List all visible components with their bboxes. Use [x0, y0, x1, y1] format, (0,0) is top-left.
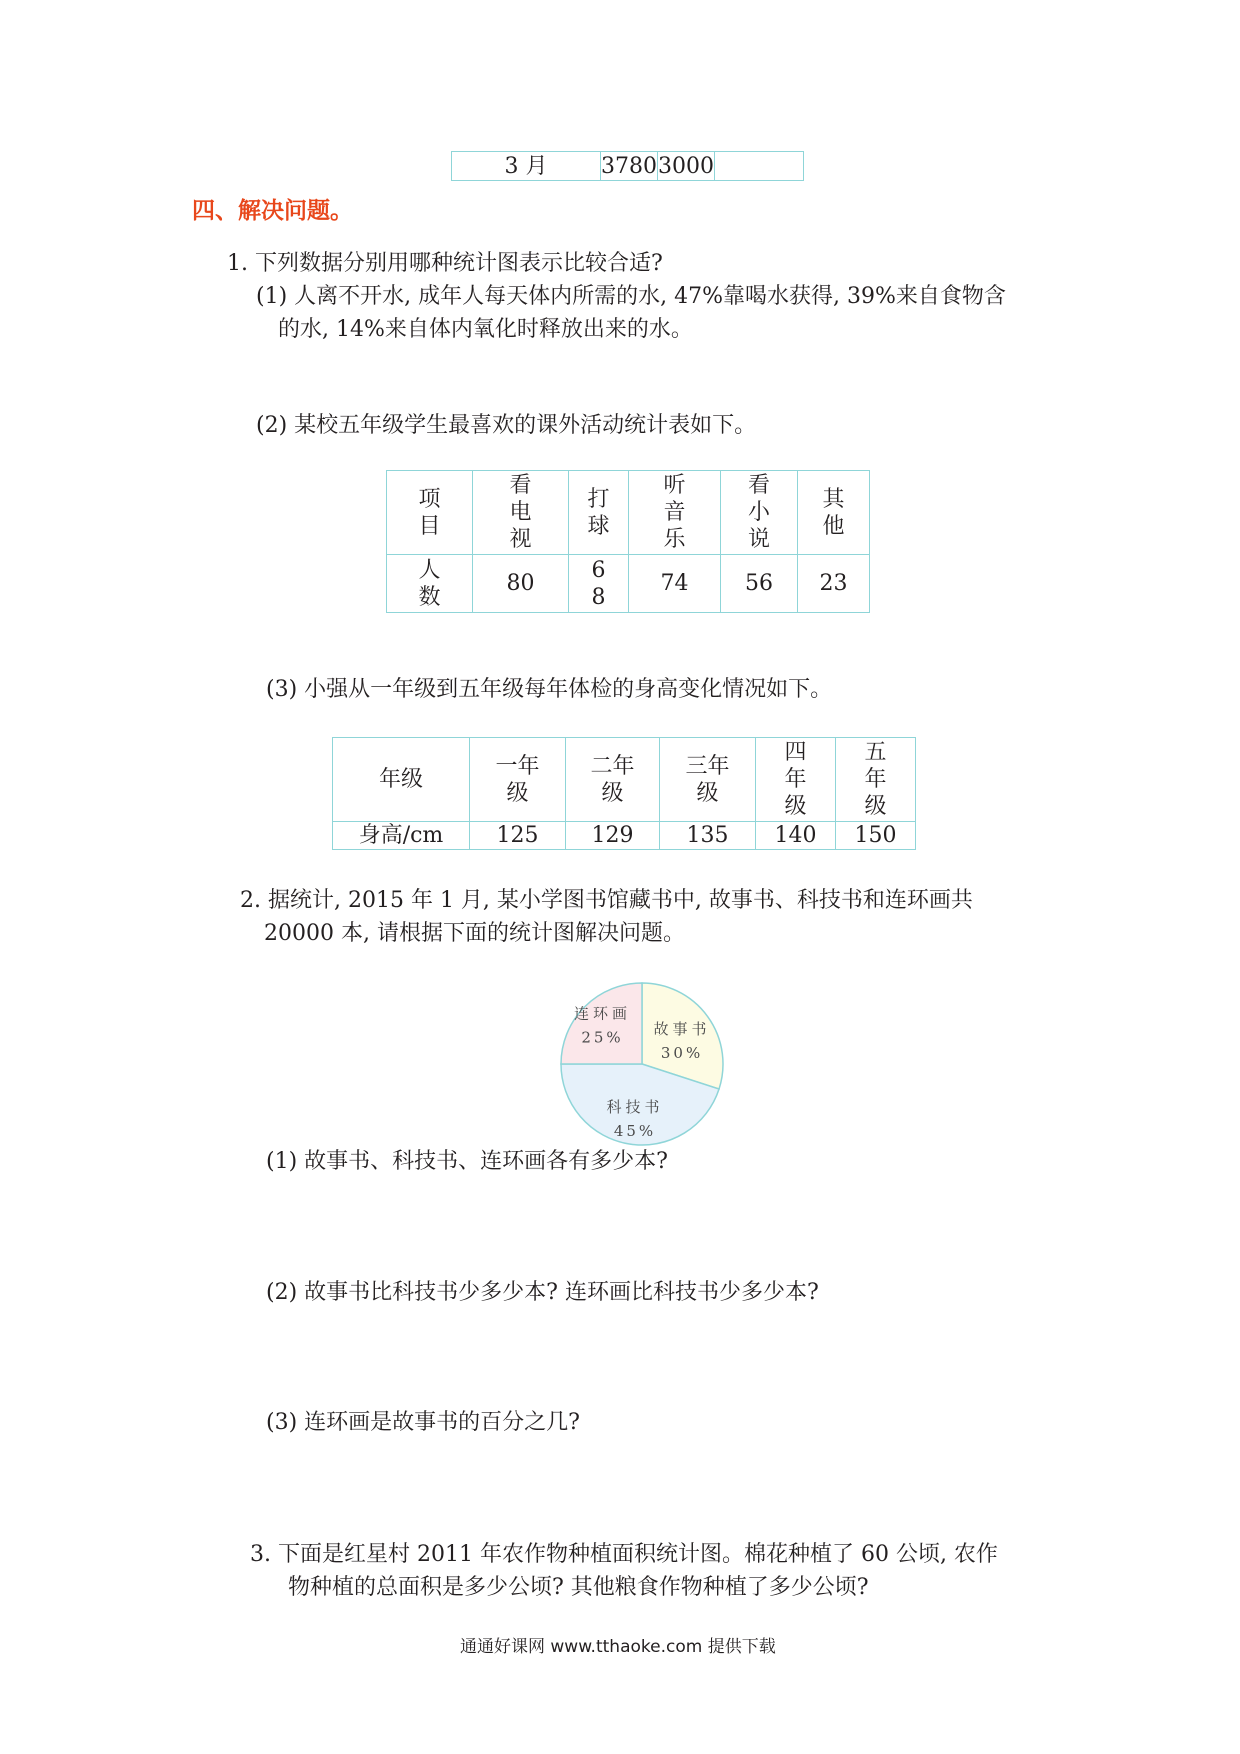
- question-1-part-3: (3) 小强从一年级到五年级每年体检的身高变化情况如下。: [266, 677, 833, 702]
- table-cell: 3 月: [452, 152, 601, 181]
- table-header-cell: 看电视: [473, 471, 569, 555]
- footer: 通通好课网 www.tthaoke.com 提供下载: [460, 1637, 776, 1657]
- table-cell: 68: [569, 555, 629, 613]
- question-2-sub-3: (3) 连环画是故事书的百分之几?: [266, 1410, 580, 1435]
- question-2-line-2: 20000 本, 请根据下面的统计图解决问题。: [264, 921, 685, 946]
- question-3-line-2: 物种植的总面积是多少公顷? 其他粮食作物种植了多少公顷?: [288, 1575, 869, 1600]
- table-cell: 人数: [387, 555, 473, 613]
- table-header-row: [333, 738, 916, 822]
- table-cell: 129: [566, 822, 660, 850]
- question-2-line-1: 2. 据统计, 2015 年 1 月, 某小学图书馆藏书中, 故事书、科技书和连环画共: [240, 888, 973, 913]
- activity-table: [386, 470, 870, 613]
- table-header-cell: 其他: [798, 471, 870, 555]
- question-1-part-1-line-2: 的水, 14%来自体内氧化时释放出来的水。: [278, 317, 693, 342]
- table-row: [333, 822, 916, 850]
- pie-slice-comics: [561, 983, 642, 1064]
- question-2-sub-2: (2) 故事书比科技书少多少本? 连环画比科技书少多少本?: [266, 1280, 819, 1305]
- table-header-row: [387, 471, 870, 555]
- question-1-part-2: (2) 某校五年级学生最喜欢的课外活动统计表如下。: [256, 413, 757, 438]
- table-header-cell: 看小说: [721, 471, 798, 555]
- question-1-stem: 1. 下列数据分别用哪种统计图表示比较合适?: [227, 251, 663, 276]
- table-header-cell: 三年级: [660, 738, 756, 822]
- table-header-cell: 二年级: [566, 738, 660, 822]
- pie-percent-comics: 25%: [581, 1028, 624, 1047]
- table-cell: [715, 152, 804, 181]
- table-cell: 74: [629, 555, 721, 613]
- height-table: [332, 737, 916, 850]
- question-2-sub-1: (1) 故事书、科技书、连环画各有多少本?: [266, 1149, 668, 1174]
- table-row: [387, 555, 870, 613]
- pie-label-science: 科技书: [606, 1098, 664, 1117]
- table-cell: 3000: [658, 153, 714, 179]
- table-cell: 23: [798, 555, 870, 613]
- table-header-cell: 五年级: [836, 738, 916, 822]
- table-header-cell: 四年级: [756, 738, 836, 822]
- table-header-cell: 项目: [387, 471, 473, 555]
- pie-label-comics: 连环画: [573, 1004, 632, 1023]
- question-3-line-1: 3. 下面是红星村 2011 年农作物种植面积统计图。棉花种植了 60 公顷, 农作: [250, 1542, 998, 1567]
- table-row: [452, 152, 804, 181]
- pie-percent-story: 30%: [660, 1043, 704, 1062]
- table-cell: 140: [756, 822, 836, 850]
- table-header-cell: 打球: [569, 471, 629, 555]
- table-cell: 身高/cm: [333, 822, 470, 850]
- pie-label-story: 故事书: [653, 1019, 711, 1038]
- table-header-cell: 一年级: [470, 738, 566, 822]
- table-cell: 150: [836, 822, 916, 850]
- table-header-cell: 年级: [333, 738, 470, 822]
- table-cell: 56: [721, 555, 798, 613]
- pie-percent-science: 45%: [613, 1122, 657, 1141]
- section-title: 四、解决问题。: [192, 198, 353, 224]
- top-table: [451, 151, 804, 181]
- question-1-part-1-line-1: (1) 人离不开水, 成年人每天体内所需的水, 47%靠喝水获得, 39%来自食物含: [256, 284, 1006, 309]
- table-cell: 125: [470, 822, 566, 850]
- table-cell: 3780: [601, 153, 657, 179]
- table-cell: 80: [473, 555, 569, 613]
- table-header-cell: 听音乐: [629, 471, 721, 555]
- table-cell: 135: [660, 822, 756, 850]
